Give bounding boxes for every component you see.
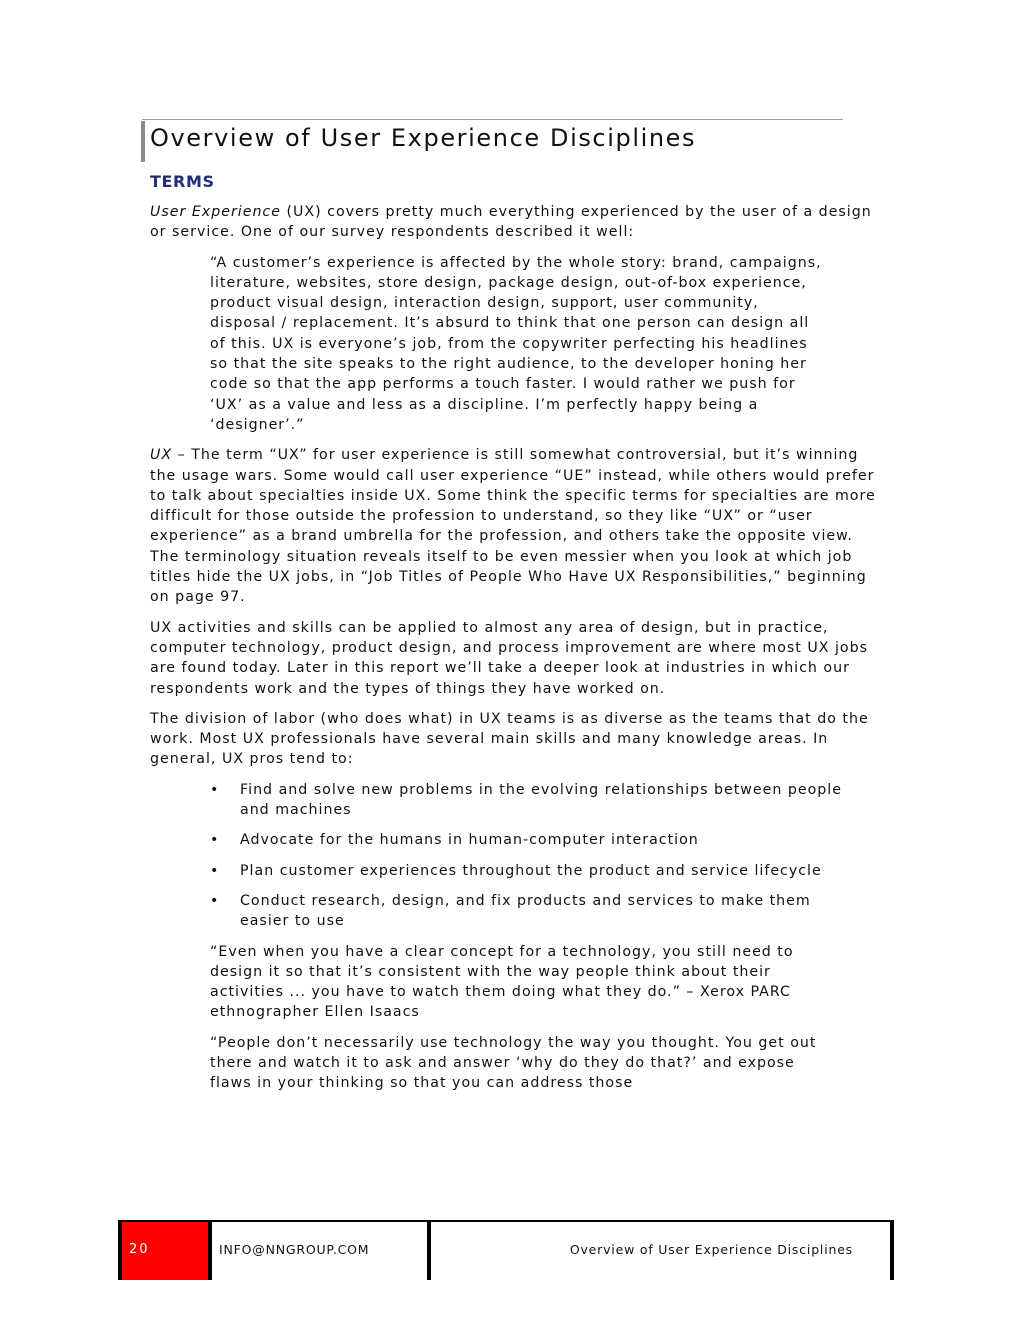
heading-rule [142,119,843,120]
paragraph-text: – The term “UX” for user experience is still somewhat controversial, but it’s winning the usage wars. Some would call user experience “UE” instead, while others would prefer to talk about specialties inside UX. Some think the specific terms for specialties are more difficult for those outside the profession to understand, so they like “UX” or “user experience” as a brand umbrella for the profession, and others take the opposite view. The terminology situation reveals itself to be even messier when you look at which job titles hide the UX jobs, in “Job Titles of People Who Have UX Responsibilities,” beginning on page 97. [150,447,876,606]
list-item [210,861,850,881]
paragraph-ux-term [150,445,885,607]
footer-divider [427,1220,431,1280]
heading-accent-bar [141,121,145,162]
list-item [210,830,850,850]
footer-divider [118,1220,122,1280]
bullet-icon: • [210,781,220,798]
bullet-list [150,780,885,932]
bullet-icon: • [210,892,220,909]
respondent-quote-1: “A customer’s experience is affected by the whole story: brand, campaigns, literature, websites, store design, package design, out-of-box experience, product visual design, interaction design, support, user community, disposal / replacement. It’s absurd to think that one person can design all of this. UX is everyone’s job, from the copywriter perfecting his headlines so that the site speaks to the right audience, to the developer honing her code so that the app performs a touch faster. I would rather we push for ‘UX’ as a value and less as a discipline. I’m perfectly happy being a ‘designer’.” [210,254,822,433]
footer-divider [890,1220,894,1280]
term-user-experience: User Experience [150,204,281,220]
bullet-icon: • [210,832,220,849]
paragraph-user-experience [150,202,885,243]
term-ux: UX [150,447,173,464]
list-item-text: Advocate for the humans in human-computer interaction [240,832,699,849]
paragraph-division-of-labor: The division of labor (who does what) in UX teams is as diverse as the teams that do the work. Most UX professionals have several main skills and many knowledge areas. In general, UX pros tend to: [150,710,869,768]
section-heading-terms: TERMS [150,172,215,191]
list-item-text: Find and solve new problems in the evolving relationships between people and machines [240,781,842,819]
body-text [150,202,885,1104]
footer-divider [208,1220,212,1280]
list-item-text: Plan customer experiences throughout the product and service lifecycle [240,862,822,879]
page-title: Overview of User Experience Disciplines [150,124,697,152]
paragraph-text: (UX) covers pretty much everything experienced by the user of a design or service. One of our survey respondents described it well: [150,204,872,241]
list-item [210,780,850,821]
footer-email: INFO@NNGROUP.COM [219,1242,370,1257]
bullet-icon: • [210,862,220,879]
quote-ellen-isaacs: “Even when you have a clear concept for a technology, you still need to design it so that it’s consistent with the way people think about their activities ... you have to watch them doing what they do.” – Xerox PARC ethnographer Ellen Isaacs [210,943,794,1021]
quote-people-technology: “People don’t necessarily use technology the way you thought. You get out there and watch it to ask and answer ‘why do they do that?’ and expose flaws in your thinking so that you can address those [210,1034,817,1092]
footer-section-title: Overview of User Experience Disciplines [569,1242,853,1257]
list-item-text: Conduct research, design, and fix products and services to make them easier to use [240,892,811,930]
footer-rule [118,1220,894,1222]
list-item [210,891,850,932]
page-number: 20 [129,1242,150,1257]
paragraph-ux-activities: UX activities and skills can be applied to almost any area of design, but in practice, computer technology, product design, and process improvement are where most UX jobs are found today. Later in this report we’ll take a deeper look at industries in which our respondents work and the types of things they have worked on. [150,619,868,697]
page-footer [118,1220,895,1280]
